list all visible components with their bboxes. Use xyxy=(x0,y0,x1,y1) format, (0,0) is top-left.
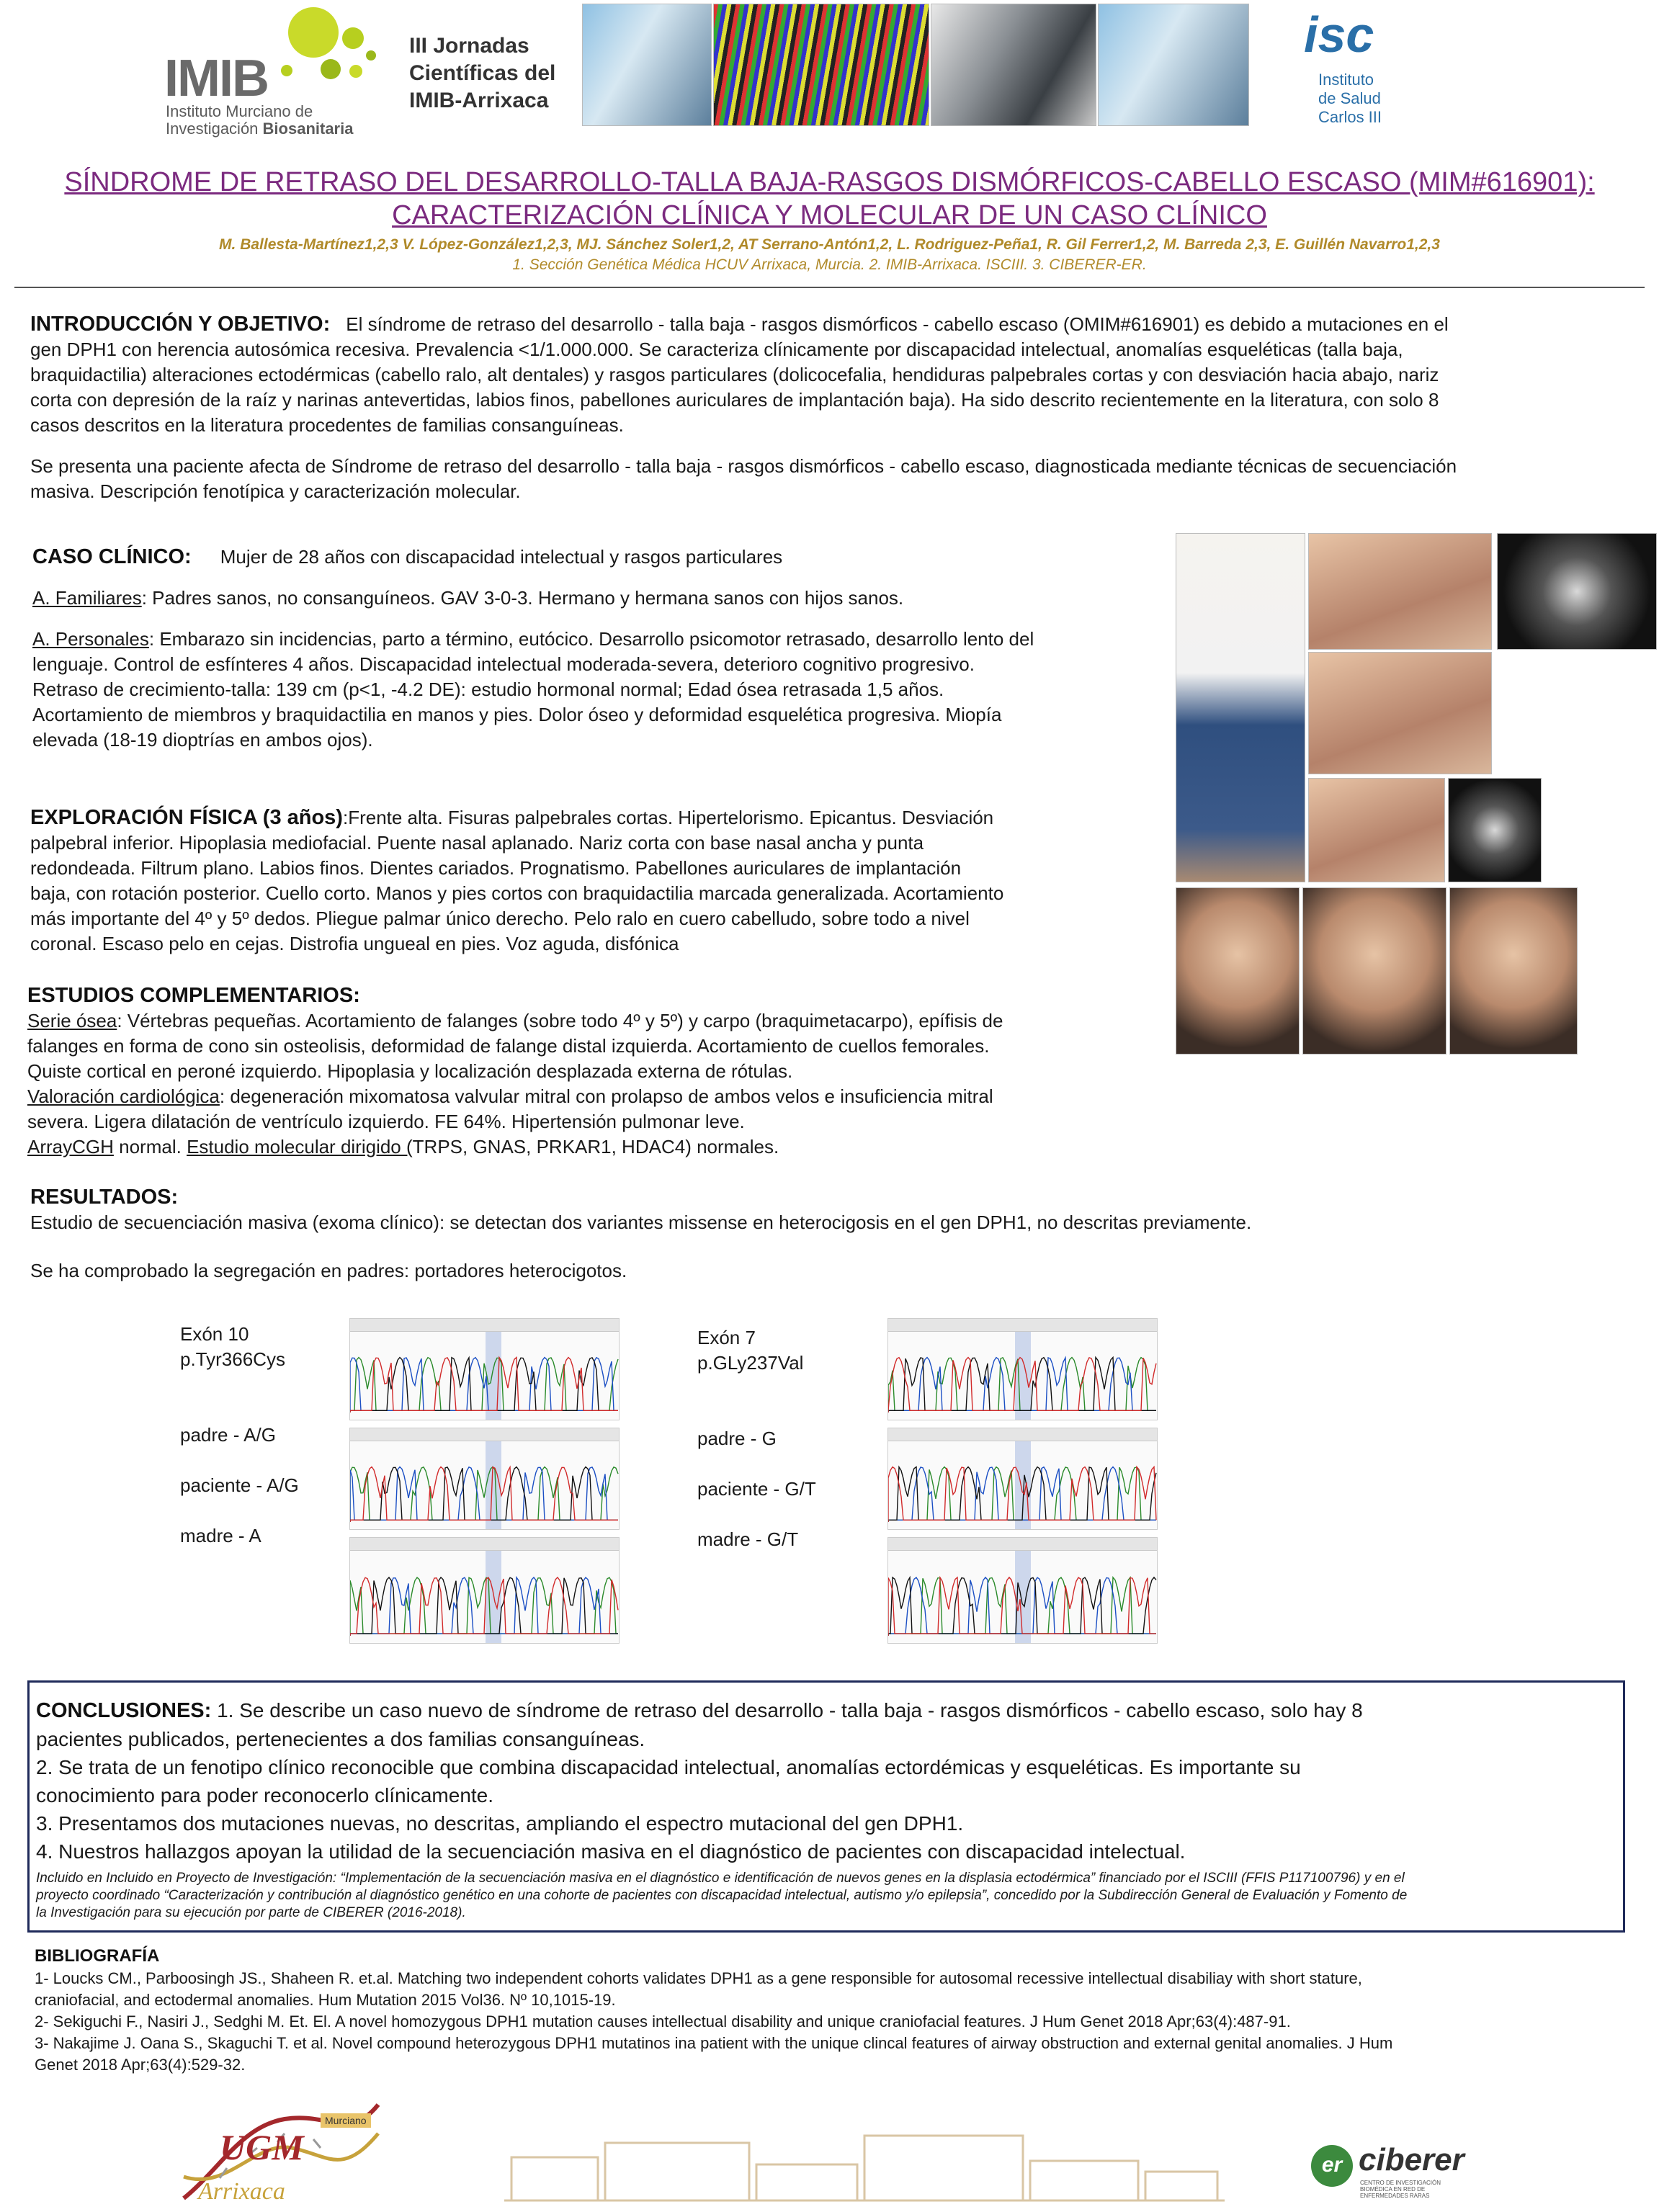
caso-section xyxy=(32,545,1171,753)
intro-line: braquidactilia) alteraciones ectodérmicas (cabello ralo, alt dentales) y rasgos particulares (dolicocefalia, hendiduras palpebrales cortas y con desviación hacia abajo, nariz xyxy=(30,364,1439,385)
resultados-heading: RESULTADOS: xyxy=(30,1186,179,1209)
murciano-badge: Murciano xyxy=(321,2113,371,2128)
conclusion-line: conocimiento para poder reconocerlo clínicamente. xyxy=(36,1784,494,1806)
event-name: III Jornadas Científicas del IMIB-Arrixaca xyxy=(409,34,556,112)
paciente-right: paciente - G/T xyxy=(697,1478,816,1500)
exploracion-line: coronal. Escaso pelo en cejas. Distrofia ungueal en pies. Voz aguda, disfónica xyxy=(30,933,679,954)
exploracion-line: :Frente alta. Fisuras palpebrales cortas. Hipertelorismo. Epicantus. Desviación xyxy=(342,807,994,828)
authors: M. Ballesta-Martínez1,2,3 V. López-González1,2,3, MJ. Sánchez Soler1,2, AT Serrano-Antón1,2, L. Rodriguez-Peña1, R. Gil Ferrer1,2, M. Barreda 2,3, E. Guillén Navarro1,2,3 xyxy=(219,236,1440,253)
intro-line: casos descritos en la literatura procedentes de familias consanguíneas. xyxy=(30,414,624,436)
padre-left: padre - A/G xyxy=(180,1424,276,1446)
conclusiones-content xyxy=(36,1696,1614,1922)
feet-xray-photo xyxy=(1448,778,1542,882)
variant-right: p.GLy237Val xyxy=(697,1352,804,1374)
personales-line: elevada (18-19 dioptrías en ambos ojos). xyxy=(32,729,373,751)
chromatogram-exon7-paciente xyxy=(887,1428,1158,1530)
ugm-letters: UGM xyxy=(220,2127,304,2167)
reference-line: 3- Nakajime J. Oana S., Skaguchi T. et al. Novel compound heterozygous DPH1 mutatinos ina patient with the unique clincal features of airway obstruction and external genital anomalies. J Hum xyxy=(35,2034,1393,2052)
imib-logo-line1: Instituto Murciano de xyxy=(166,102,313,120)
reference-line: craniofacial, and ectodermal anomalies. Hum Mutation 2015 Vol36. Nº 10,1015-19. xyxy=(35,1991,616,2009)
chromatogram-trace xyxy=(350,1340,619,1412)
header-photo-microscope xyxy=(931,4,1096,126)
madre-right: madre - G/T xyxy=(697,1528,799,1550)
caso-heading: CASO CLÍNICO: xyxy=(32,545,192,568)
estudios-heading: ESTUDIOS COMPLEMENTARIOS: xyxy=(27,984,360,1007)
exploracion-line: redondeada. Filtrum plano. Labios finos. Dientes cariados. Prognatismo. Pabellones auriculares de implantación xyxy=(30,857,962,879)
personales-line: Acortamiento de miembros y braquidactilia en manos y pies. Dolor óseo y deformidad esquelética progresiva. Miopía xyxy=(32,704,1002,725)
cardio-label: Valoración cardiológica xyxy=(27,1085,220,1107)
familiares-label: A. Familiares xyxy=(32,587,142,609)
chromatogram-trace xyxy=(888,1559,1157,1636)
reference-line: 2- Sekiguchi F., Nasiri J., Sedghi M. Et. El. A novel homozygous DPH1 mutation causes intellectual disability and unique craniofacial features. J Hum Genet 2018 Apr;63(4):487-91. xyxy=(35,2012,1291,2030)
chromatogram-exon10-paciente xyxy=(349,1428,620,1530)
conclusion-line: 2. Se trata de un fenotipo clínico reconocible que combina discapacidad intelectual, anomalías ectordémicas y esqueléticas. Es importante su xyxy=(36,1756,1301,1778)
personales-label: A. Personales xyxy=(32,628,149,650)
face-photo-back xyxy=(1449,887,1578,1054)
personales-text: : Embarazo sin incidencias, parto a término, eutócico. Desarrollo psicomotor retrasado, desarrollo lento del xyxy=(148,628,1034,650)
conclusion-line: 4. Nuestros hallazgos apoyan la utilidad de la secuenciación masiva en el diagnóstico de pacientes con discapacidad intelectual. xyxy=(36,1840,1186,1863)
title-divider xyxy=(14,287,1645,288)
chromatogram-exon7-madre xyxy=(887,1537,1158,1644)
chromatogram-trace-line xyxy=(888,1358,1156,1413)
intro-line: El síndrome de retraso del desarrollo - talla baja - rasgos dismórficos - cabello escaso (OMIM#616901) es debido a mutaciones en el xyxy=(346,313,1449,335)
variant-right-labels xyxy=(697,1325,803,1376)
resultados-line: Se ha comprobado la segregación en padres: portadores heterocigotos. xyxy=(30,1260,627,1281)
array-label: ArrayCGH xyxy=(27,1136,114,1158)
bibliografia-section xyxy=(35,1945,1634,2076)
bibliografia-heading: BIBLIOGRAFÍA xyxy=(35,1946,160,1966)
chromatogram-trace xyxy=(350,1559,619,1636)
molecular-label: Estudio molecular dirigido ( xyxy=(187,1136,413,1158)
header-photo-lab xyxy=(1098,4,1249,126)
chromatogram-trace xyxy=(350,1450,619,1522)
cardio-line: severa. Ligera dilatación de ventrículo izquierdo. FE 64%. Hipertensión pulmonar leve. xyxy=(27,1111,745,1132)
serie-line: falanges en forma de cono sin osteolisis, deformidad de falange distal izquierda. Acortamiento de cuellos femorales. xyxy=(27,1035,990,1057)
chromatogram-trace-line xyxy=(888,1358,1156,1413)
header-photo-sequencing xyxy=(713,4,929,126)
madre-left: madre - A xyxy=(180,1525,261,1546)
affiliations: 1. Sección Genética Médica HCUV Arrixaca, Murcia. 2. IMIB-Arrixaca. ISCIII. 3. CIBERER-ER. xyxy=(512,256,1147,273)
intro-para2: Se presenta una paciente afecta de Síndrome de retraso del desarrollo - talla baja - rasgos dismórficos - cabello escaso, diagnosticada mediante técnicas de secuenciación xyxy=(30,455,1457,477)
conclusiones-heading: CONCLUSIONES: xyxy=(36,1699,212,1722)
chromatogram-exon10-padre xyxy=(349,1318,620,1420)
reference-line: 1- Loucks CM., Parboosingh JS., Shaheen R. et.al. Matching two independent cohorts validates DPH1 as a gene responsible for autosomal recessive intellectual disabiliay with short stature, xyxy=(35,1969,1362,1987)
intro-line: corta con depresión de la raíz y narinas antevertidas, labios finos, pabellones auriculares de implantación baja). Ha sido descrito recientemente en la literatura, con solo 8 xyxy=(30,389,1439,411)
intro-line: gen DPH1 con herencia autosómica recesiva. Prevalencia <1/1.000.000. Se caracteriza clínicamente por discapacidad intelectual, anomalías esqueléticas (talla baja, xyxy=(30,339,1403,360)
reference-line: Genet 2018 Apr;63(4):529-32. xyxy=(35,2056,246,2074)
hands-photo-top xyxy=(1308,533,1492,650)
chromatogram-trace-line xyxy=(888,1577,1156,1636)
ciberer-badge: er xyxy=(1311,2145,1353,2187)
isciii-logo xyxy=(1297,6,1383,132)
chromatogram-exon7-padre xyxy=(887,1318,1158,1420)
resultados-line: Estudio de secuenciación masiva (exoma clínico): se detectan dos variantes missense en heterocigosis en el gen DPH1, no descritas previamente. xyxy=(30,1212,1252,1233)
conclusion-line: 1. Se describe un caso nuevo de síndrome de retraso del desarrollo - talla baja - rasgos dismórficos - cabello escaso, solo hay 8 xyxy=(211,1699,1363,1721)
ciberer-logo xyxy=(1311,2138,1470,2199)
resultados-section xyxy=(30,1185,1644,1284)
serie-label: Serie ósea xyxy=(27,1010,117,1031)
face-photo-front xyxy=(1176,887,1300,1054)
exploracion-line: más importante del 4º y 5º dedos. Pliegue palmar único derecho. Pelo ralo en cuero cabelludo, sobre todo a nivel xyxy=(30,908,970,929)
chromatogram-trace xyxy=(888,1340,1157,1412)
chromatogram-trace-line xyxy=(888,1358,1156,1413)
ciberer-name: ciberer xyxy=(1359,2142,1465,2177)
isciii-symbol: isc xyxy=(1304,6,1374,63)
chromatogram-exon10-madre xyxy=(349,1537,620,1644)
arrixaca-label: Arrixaca xyxy=(198,2178,285,2205)
chromatogram-trace-line xyxy=(350,1467,618,1523)
personales-line: Retraso de crecimiento-talla: 139 cm (p<1, -4.2 DE): estudio hormonal normal; Edad ósea retrasada 1,5 años. xyxy=(32,679,944,700)
ciberer-sub: CENTRO DE INVESTIGACIÓN BIOMÉDICA EN RED DE ENFERMEDADES RARAS xyxy=(1360,2180,1441,2199)
estudios-section: ESTUDIOS COMPLEMENTARIOS: Serie ósea: Vértebras pequeñas. Acortamiento de falanges (sobre todo 4º y 5º) y carpo (braquimetacarpo), epífisis de falanges en forma de cono sin osteolisis, deformidad de falange distal izquierda. Acortamiento de cuellos femorales. Quiste cortical en peroné izquierdo. Hipoplasia y localización desplazada externa de rótulas. Valoración cardiológica: degeneración mixomatosa valvular mitral con prolapso de ambos velos e insuficiencia mitral severa. Ligera dilatación de ventrículo izquierdo. FE 64%. Hipertensión pulmonar leve. ArrayCGH normal. Estudio molecular dirigido (TRPS, GNAS, PRKAR1, HDAC4) normales. xyxy=(27,983,1166,1160)
funding-line: la Investigación para su ejecución por parte de CIBERER (2016-2018). xyxy=(36,1905,466,1920)
cardio-line: : degeneración mixomatosa valvular mitral con prolapso de ambos velos e insuficiencia mitral xyxy=(219,1085,993,1107)
chromatogram-trace-line xyxy=(888,1358,1156,1413)
ugm-arrixaca-logo xyxy=(176,2097,385,2209)
caso-subtitle: Mujer de 28 años con discapacidad intelectual y rasgos particulares xyxy=(220,546,783,568)
paciente-left: paciente - A/G xyxy=(180,1474,299,1496)
hands-xray-photo xyxy=(1497,533,1657,650)
imib-logo xyxy=(158,7,382,138)
funding-line: proyecto coordinado “Caracterización y contribución al diagnóstico genético en una cohorte de pacientes con discapacidad intelectual, autismo y/o epilepsia”, concedido por la Subdirección General de Evaluación y Fomento de xyxy=(36,1888,1408,1903)
variant-left-labels xyxy=(180,1322,285,1372)
hands-photo-palms xyxy=(1308,652,1492,774)
funding-line: Incluido en Incluido en Proyecto de Investigación: “Implementación de la secuenciación masiva en el diagnóstico e identificación de nuevos genes en la displasia ectodérmica” financiado por el ISCIII (FFIS P117100796) y en el xyxy=(36,1871,1405,1886)
familiares-text: : Padres sanos, no consanguíneos. GAV 3-0-3. Hermano y hermana sanos con hijos sanos. xyxy=(141,587,904,609)
exon-right: Exón 7 xyxy=(697,1327,756,1348)
imib-dots-graphic xyxy=(281,7,382,94)
imib-logo-letters: IMIB xyxy=(164,50,268,107)
serie-line: : Vértebras pequeñas. Acortamiento de falanges (sobre todo 4º y 5º) y carpo (braquimetacarpo), epífisis de xyxy=(117,1010,1003,1031)
exploracion-section xyxy=(30,805,1168,957)
exon-left: Exón 10 xyxy=(180,1323,249,1345)
personales-line: lenguaje. Control de esfínteres 4 años. Discapacidad intelectual moderada-severa, deterioro cognitivo progresivo. xyxy=(32,653,975,675)
molecular-text: TRPS, GNAS, PRKAR1, HDAC4) normales. xyxy=(412,1136,779,1158)
feet-photo xyxy=(1308,778,1445,882)
intro-para2: masiva. Descripción fenotípica y caracterización molecular. xyxy=(30,480,521,502)
variant-left: p.Tyr366Cys xyxy=(180,1348,285,1370)
conclusion-line: pacientes publicados, pertenecientes a dos familias consanguíneas. xyxy=(36,1728,645,1750)
exploracion-heading: EXPLORACIÓN FÍSICA (3 años) xyxy=(30,806,343,829)
header-photo-nurse xyxy=(582,4,712,126)
patient-full-body-photo xyxy=(1176,533,1305,882)
exploracion-line: palpebral inferior. Hipoplasia mediofacial. Puente nasal aplanado. Nariz corta con base nasal ancha y punta xyxy=(30,832,924,854)
isciii-name: Instituto de Salud Carlos III xyxy=(1318,71,1382,126)
imib-logo-line2: Investigación Biosanitaria xyxy=(166,120,354,138)
padre-right: padre - G xyxy=(697,1428,777,1449)
poster-title: SÍNDROME DE RETRASO DEL DESARROLLO-TALLA BAJA-RASGOS DISMÓRFICOS-CABELLO ESCASO (MIM#616901): CARACTERIZACIÓN CLÍNICA Y MOLECULAR DE UN CASO CLÍNICO xyxy=(64,167,1595,230)
intro-section xyxy=(30,312,1644,504)
hospital-building-sketch xyxy=(504,2128,1225,2208)
serie-line: Quiste cortical en peroné izquierdo. Hipoplasia y localización desplazada externa de rótulas. xyxy=(27,1060,793,1082)
face-photo-side xyxy=(1302,887,1446,1054)
conclusion-line: 3. Presentamos dos mutaciones nuevas, no descritas, ampliando el espectro mutacional del gen DPH1. xyxy=(36,1812,964,1835)
chromatogram-trace xyxy=(888,1450,1157,1522)
intro-heading: INTRODUCCIÓN Y OBJETIVO: xyxy=(30,313,331,336)
exploracion-line: baja, con rotación posterior. Cuello corto. Manos y pies cortos con braquidactilia marcada generalizada. Acortamiento xyxy=(30,882,1004,904)
